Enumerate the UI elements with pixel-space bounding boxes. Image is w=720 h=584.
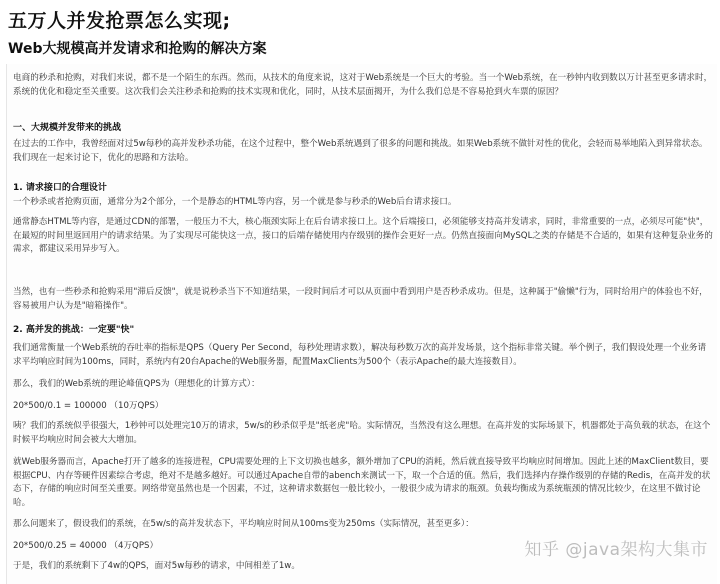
paragraph: 于是，我们的系统剩下了4w的QPS，面对5w每秒的请求，中间相差了1w。 — [13, 561, 300, 571]
paragraph: 当然，也有一些秒杀和抢购采用"滞后反馈"，就是说秒杀当下不知道结果，一段时间后才可以从页面中看到用户是否秒杀成功。但是，这种属于"偷懒"行为，同时给用户的体验也不好，容易被用户认为是"暗箱操作"。 — [13, 287, 708, 311]
subsection-heading: 2. 高并发的挑战：一定要"快" — [13, 325, 135, 335]
paragraph: 在过去的工作中，我曾经面对过5w每秒的高并发秒杀功能，在这个过程中，整个Web系统遇到了很多的问题和挑战。如果Web系统不做针对性的优化，会轻而易举地陷入到异常状态。我们现在一起来讨论下，优化的思路和方法哈。 — [13, 139, 708, 163]
page-subtitle: Web大规模高并发请求和抢购的解决方案 — [8, 41, 267, 57]
intro-paragraph: 电商的秒杀和抢购，对我们来说，都不是一个陌生的东西。然而，从技术的角度来说，这对于Web系统是一个巨大的考验。当一个Web系统，在一秒钟内收到数以万计甚至更多请求时，系统的优化和稳定至关重要。这次我们会关注秒杀和抢购的技术实现和优化，同时，从技术层面揭开，为什么我们总是不容易抢到火车票的原因？ — [13, 73, 713, 97]
paragraph: 那么，我们的Web系统的理论峰值QPS为（理想化的计算方式）： — [13, 379, 260, 389]
subsection-heading: 1. 请求接口的合理设计 — [13, 183, 107, 193]
paragraph: 就Web服务器而言，Apache打开了越多的连接进程，CPU需要处理的上下文切换也越多，额外增加了CPU的消耗，然后就直接导致平均响应时间增加。因此上述的MaxClient数目，要根据CPU、内存等硬件因素综合考虑，绝对不是越多越好。可以通过Apache自带的abench来测试一下，取一个合适的值。然后，我们选择内存操作级别的存储的Redis，在高并发的状态下，存储的响应时间至关重要。网络带宽虽然也是一个因素，不过，这种请求数据包一般比较小，一般很少成为请求的瓶颈。负载均衡成为系统瓶颈的情况比较少，在这里不做讨论哈。 — [13, 457, 711, 508]
article-body — [6, 64, 717, 584]
page-title: 五万人并发抢票怎么实现; — [8, 10, 231, 32]
paragraph: 通常静态HTML等内容，是通过CDN的部署，一般压力不大，核心瓶颈实际上在后台请求接口上。这个后端接口，必须能够支持高并发请求，同时，非常重要的一点，必须尽可能"快"，在最短的时间里返回用户的请求结果。为了实现尽可能快这一点，接口的后端存储使用内存级别的操作会更好一点。仍然直接面向MySQL之类的存储是不合适的，如果有这种复杂业务的需求，都建议采用异步写入。 — [13, 217, 713, 254]
paragraph: 那么问题来了，假设我们的系统，在5w/s的高并发状态下，平均响应时间从100ms变为250ms（实际情况，甚至更多）： — [13, 519, 474, 529]
formula: 20*500/0.25 = 40000 （4万QPS） — [13, 541, 159, 551]
section-heading: 一、大规模并发带来的挑战 — [13, 123, 122, 133]
watermark: 知乎 @java架构大集市 — [524, 540, 708, 560]
paragraph: 咦？我们的系统似乎很强大，1秒钟可以处理完10万的请求，5w/s的秒杀似乎是"纸老虎"哈。实际情况，当然没有这么理想。在高并发的实际场景下，机器都处于高负载的状态，在这个时候平均响应时间会被大大增加。 — [13, 421, 711, 445]
paragraph: 我们通常衡量一个Web系统的吞吐率的指标是QPS（Query Per Second，每秒处理请求数），解决每秒数万次的高并发场景，这个指标非常关键。举个例子，我们假设处理一个业务请求平均响应时间为100ms，同时，系统内有20台Apache的Web服务器，配置MaxClients为500个（表示Apache的最大连接数目）。 — [13, 343, 707, 367]
paragraph: 一个秒杀或者抢购页面，通常分为2个部分，一个是静态的HTML等内容，另一个就是参与秒杀的Web后台请求接口。 — [13, 197, 457, 207]
formula: 20*500/0.1 = 100000 （10万QPS） — [13, 401, 164, 411]
